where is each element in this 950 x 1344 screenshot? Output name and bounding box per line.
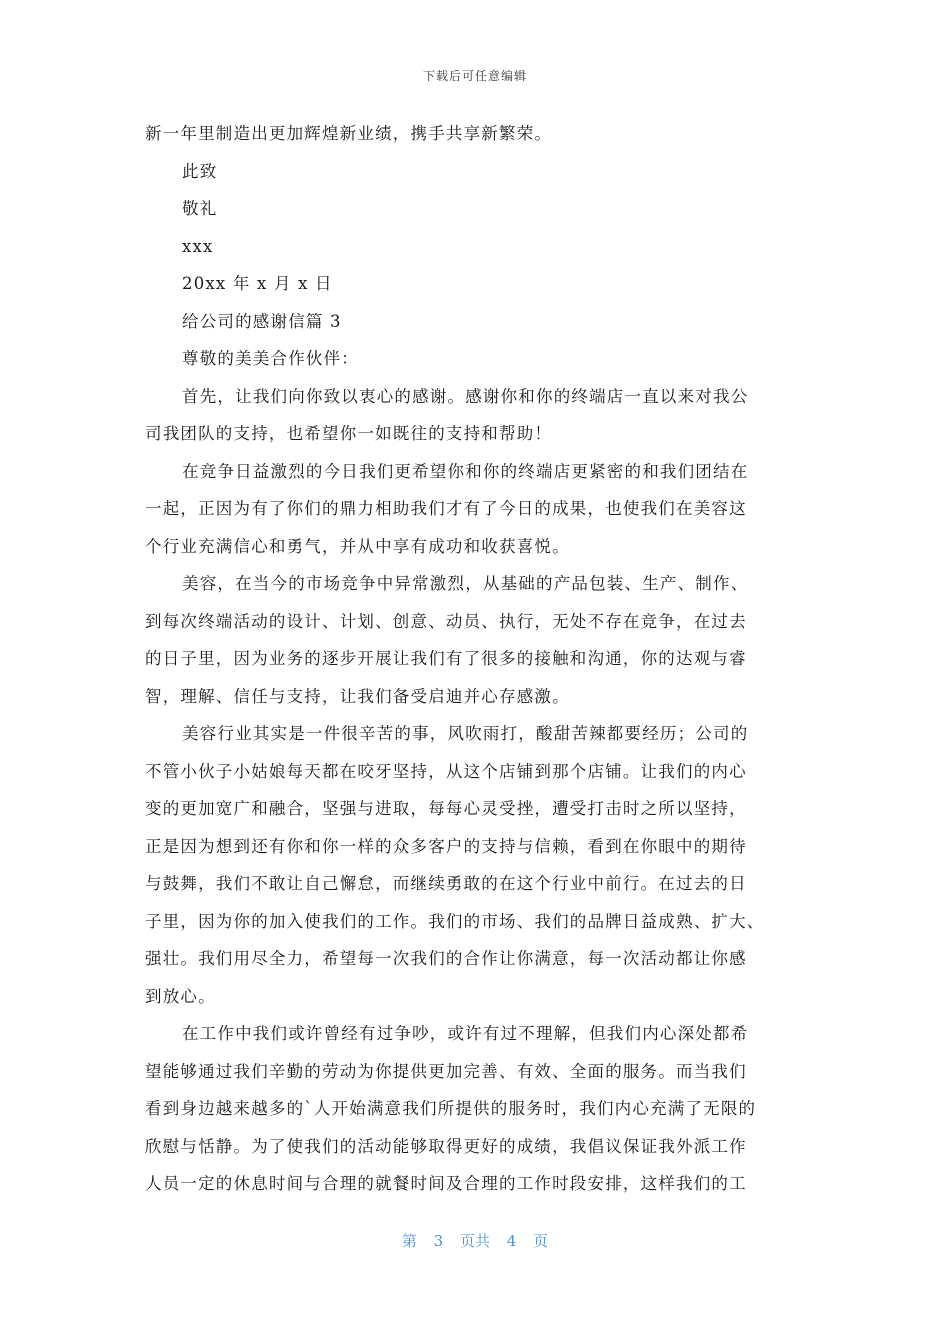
paragraph-line: 个行业充满信心和勇气，并从中享有成功和收获喜悦。 <box>145 536 570 556</box>
paragraph-line: 到每次终端活动的设计、计划、创意、动员、执行，无处不存在竞争，在过去 <box>145 611 747 631</box>
paragraph-line: 与鼓舞，我们不敢让自己懈怠，而继续勇敢的在这个行业中前行。在过去的日 <box>145 874 747 893</box>
paragraph-line: 到放心。 <box>145 986 216 1006</box>
paragraph-4 <box>145 715 807 1015</box>
closing-regards: 敬礼 <box>182 199 218 218</box>
paragraph-line: 智，理解、信任与支持，让我们备受启迪并心存感激。 <box>145 686 570 706</box>
paragraph-line: 美容，在当今的市场竞争中异常激烈，从基础的产品包装、生产、制作、 <box>182 574 749 593</box>
footer-suffix: 页 <box>533 1232 549 1250</box>
header-note: 下载后可任意编辑 <box>422 69 527 83</box>
paragraph-line: 美容行业其实是一件很辛苦的事，风吹雨打，酸甜苦辣都要经历；公司的 <box>182 724 749 743</box>
footer-prefix: 第 <box>401 1232 417 1250</box>
paragraph-line: 在工作中我们或许曾经有过争吵，或许有过不理解，但我们内心深处都希 <box>182 1024 749 1043</box>
paragraph-line: 看到身边越来越多的`人开始满意我们所提供的服务时，我们内心充满了无限的 <box>145 1099 757 1118</box>
paragraph-line: 子里，因为你的加入使我们的工作。我们的市场、我们的品牌日益成熟、扩大、 <box>145 911 765 931</box>
current-page-number: 3 <box>433 1232 444 1250</box>
paragraph-line: 望能够通过我们辛勤的劳动为你提供更加完善、有效、全面的服务。而当我们 <box>145 1061 747 1081</box>
total-page-count: 4 <box>506 1232 517 1250</box>
closing-salutation: 此致 <box>182 161 218 181</box>
paragraph-line: 的日子里，因为业务的逐步开展让我们有了很多的接触和沟通，你的达观与睿 <box>145 649 747 668</box>
paragraph-1 <box>145 378 807 453</box>
page-footer <box>0 1230 950 1251</box>
paragraph-5 <box>145 1015 807 1203</box>
paragraph-line: 变的更加宽广和融合，坚强与进取，每每心灵受挫，遭受打击时之所以坚持， <box>145 799 747 818</box>
paragraph-line: 一起，正因为有了你们的鼎力相助我们才有了今日的成果，也使我们在美容这 <box>145 499 747 518</box>
paragraph-line: 强壮。我们用尽全力，希望每一次我们的合作让你满意，每一次活动都让你感 <box>145 949 747 968</box>
document-body <box>145 115 807 1203</box>
date-line: 20xx 年 x 月 x 日 <box>182 274 333 293</box>
paragraph-2 <box>145 453 807 566</box>
paragraph-line: 不管小伙子小姑娘每天都在咬牙坚持，从这个店铺到那个店铺。让我们的内心 <box>145 761 747 781</box>
paragraph-line: 欣慰与恬静。为了使我们的活动能够取得更好的成绩，我倡议保证我外派工作 <box>145 1136 747 1156</box>
letter-title: 给公司的感谢信篇 3 <box>182 311 342 331</box>
signature: xxx <box>182 236 214 256</box>
paragraph-line: 司我团队的支持，也希望你一如既往的支持和帮助！ <box>145 424 553 443</box>
paragraph-line: 在竞争日益激烈的今日我们更希望你和你的终端店更紧密的和我们团结在 <box>182 461 749 481</box>
text-line: 新一年里制造出更加辉煌新业绩，携手共享新繁荣。 <box>145 124 553 143</box>
paragraph-3 <box>145 565 807 715</box>
footer-middle: 页共 <box>459 1232 490 1250</box>
paragraph-line: 正是因为想到还有你和你一样的众多客户的支持与信赖，看到在你眼中的期待 <box>145 836 747 856</box>
paragraph-line: 人员一定的休息时间与合理的就餐时间及合理的工作时段安排，这样我们的工 <box>145 1174 747 1193</box>
greeting-line: 尊敬的美美合作伙伴： <box>182 349 359 368</box>
paragraph-line: 首先，让我们向你致以衷心的感谢。感谢你和你的终端店一直以来对我公 <box>182 386 749 406</box>
